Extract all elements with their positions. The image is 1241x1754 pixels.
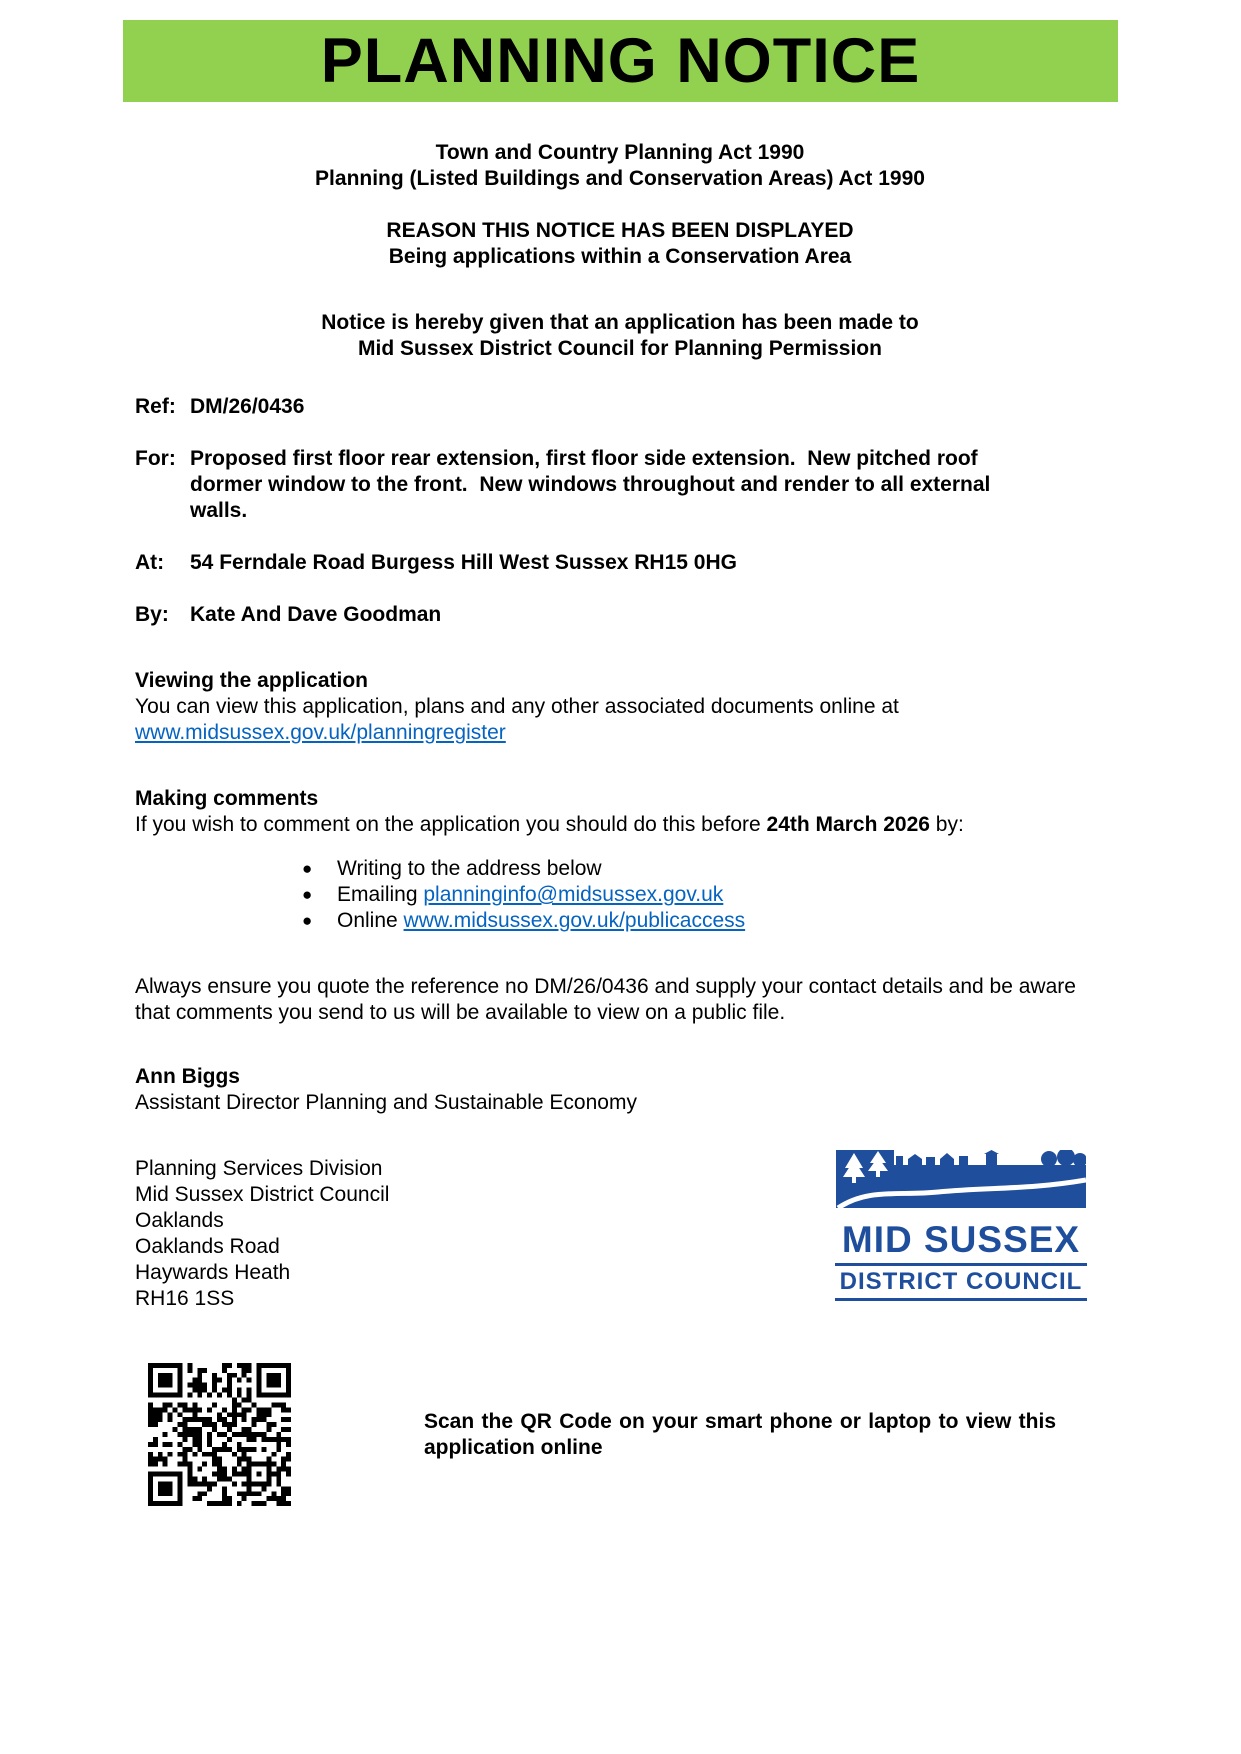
at-label: At: — [135, 551, 165, 574]
public-access-link[interactable]: www.midsussex.gov.uk/publicaccess — [403, 909, 746, 932]
for-row — [135, 446, 1105, 524]
list-item — [302, 856, 1105, 882]
reason-block — [135, 218, 1105, 270]
viewing-body — [135, 694, 1105, 746]
act-line-1: Town and Country Planning Act 1990 — [435, 141, 805, 164]
bullet-online-prefix: Online — [337, 909, 404, 932]
signatory-role: Assistant Director Planning and Sustainable Economy — [135, 1091, 637, 1114]
list-item — [302, 908, 1105, 934]
comments-deadline: 24th March 2026 — [766, 813, 930, 836]
signatory-name: Ann Biggs — [135, 1065, 240, 1088]
ref-label: Ref: — [135, 395, 176, 418]
reason-subheading: Being applications within a Conservation Area — [388, 245, 852, 268]
address-line: Haywards Heath — [135, 1261, 291, 1284]
comment-options-list — [135, 856, 1105, 934]
acts-block — [135, 140, 1105, 192]
by-row — [135, 602, 1105, 628]
at-row — [135, 550, 1105, 576]
council-logo-skyline — [836, 1150, 1086, 1208]
bullet-online-text — [337, 908, 745, 934]
bullet-icon: ● — [302, 885, 313, 904]
comments-sentence-suffix: by: — [929, 813, 964, 836]
qr-section — [135, 1358, 1105, 1511]
viewing-heading: Viewing the application — [135, 669, 368, 692]
logo-divider — [835, 1263, 1087, 1266]
qr-caption: Scan the QR Code on your smart phone or laptop to view this application online — [424, 1409, 1056, 1459]
page-title: PLANNING NOTICE — [320, 25, 921, 96]
notice-line-1: Notice is hereby given that an application has been made to — [321, 311, 919, 334]
banner — [123, 20, 1118, 102]
address-logo-row — [135, 1156, 1105, 1312]
by-value: Kate And Dave Goodman — [190, 603, 442, 626]
by-label: By: — [135, 603, 169, 626]
council-address — [135, 1156, 835, 1312]
planning-email-link[interactable]: planninginfo@midsussex.gov.uk — [423, 883, 724, 906]
bullet-email-prefix: Emailing — [337, 883, 424, 906]
reference-note: Always ensure you quote the reference no DM/26/0436 and supply your contact details and be aware that comments you send to us will be available to view on a public file. — [135, 975, 1076, 1024]
logo-divider — [835, 1298, 1087, 1301]
address-line: Oaklands — [135, 1209, 224, 1232]
bullet-email-text — [337, 882, 723, 908]
council-logo — [835, 1150, 1087, 1312]
bullet-write-text: Writing to the address below — [337, 857, 602, 880]
notice-block — [135, 310, 1105, 362]
bullet-icon: ● — [302, 859, 313, 878]
act-line-2: Planning (Listed Buildings and Conservation Areas) Act 1990 — [315, 167, 925, 190]
for-label: For: — [135, 447, 176, 470]
address-line: Oaklands Road — [135, 1235, 280, 1258]
notice-line-2: Mid Sussex District Council for Planning Permission — [358, 337, 882, 360]
address-line: Planning Services Division — [135, 1157, 383, 1180]
council-logo-name: MID SUSSEX — [841, 1219, 1081, 1260]
council-logo-subname: DISTRICT COUNCIL — [839, 1268, 1083, 1295]
address-line: RH16 1SS — [135, 1287, 235, 1310]
comments-sentence-prefix: If you wish to comment on the application you should do this before — [135, 813, 767, 836]
planning-register-link[interactable]: www.midsussex.gov.uk/planningregister — [135, 721, 506, 744]
address-line: Mid Sussex District Council — [135, 1183, 390, 1206]
for-value: Proposed first floor rear extension, first floor side extension. New pitched roof dormer window to the front. New windows throughout and render to all external walls. — [190, 447, 991, 522]
comments-heading: Making comments — [135, 787, 319, 810]
bullet-icon: ● — [302, 911, 313, 930]
ref-value: DM/26/0436 — [190, 395, 305, 418]
ref-row — [135, 394, 1105, 420]
at-value: 54 Ferndale Road Burgess Hill West Sussex RH15 0HG — [190, 551, 737, 574]
reason-heading: REASON THIS NOTICE HAS BEEN DISPLAYED — [386, 219, 854, 242]
list-item — [302, 882, 1105, 908]
comments-sentence — [135, 812, 1105, 838]
viewing-text: You can view this application, plans and any other associated documents online at — [135, 695, 899, 718]
qr-code — [143, 1358, 296, 1511]
